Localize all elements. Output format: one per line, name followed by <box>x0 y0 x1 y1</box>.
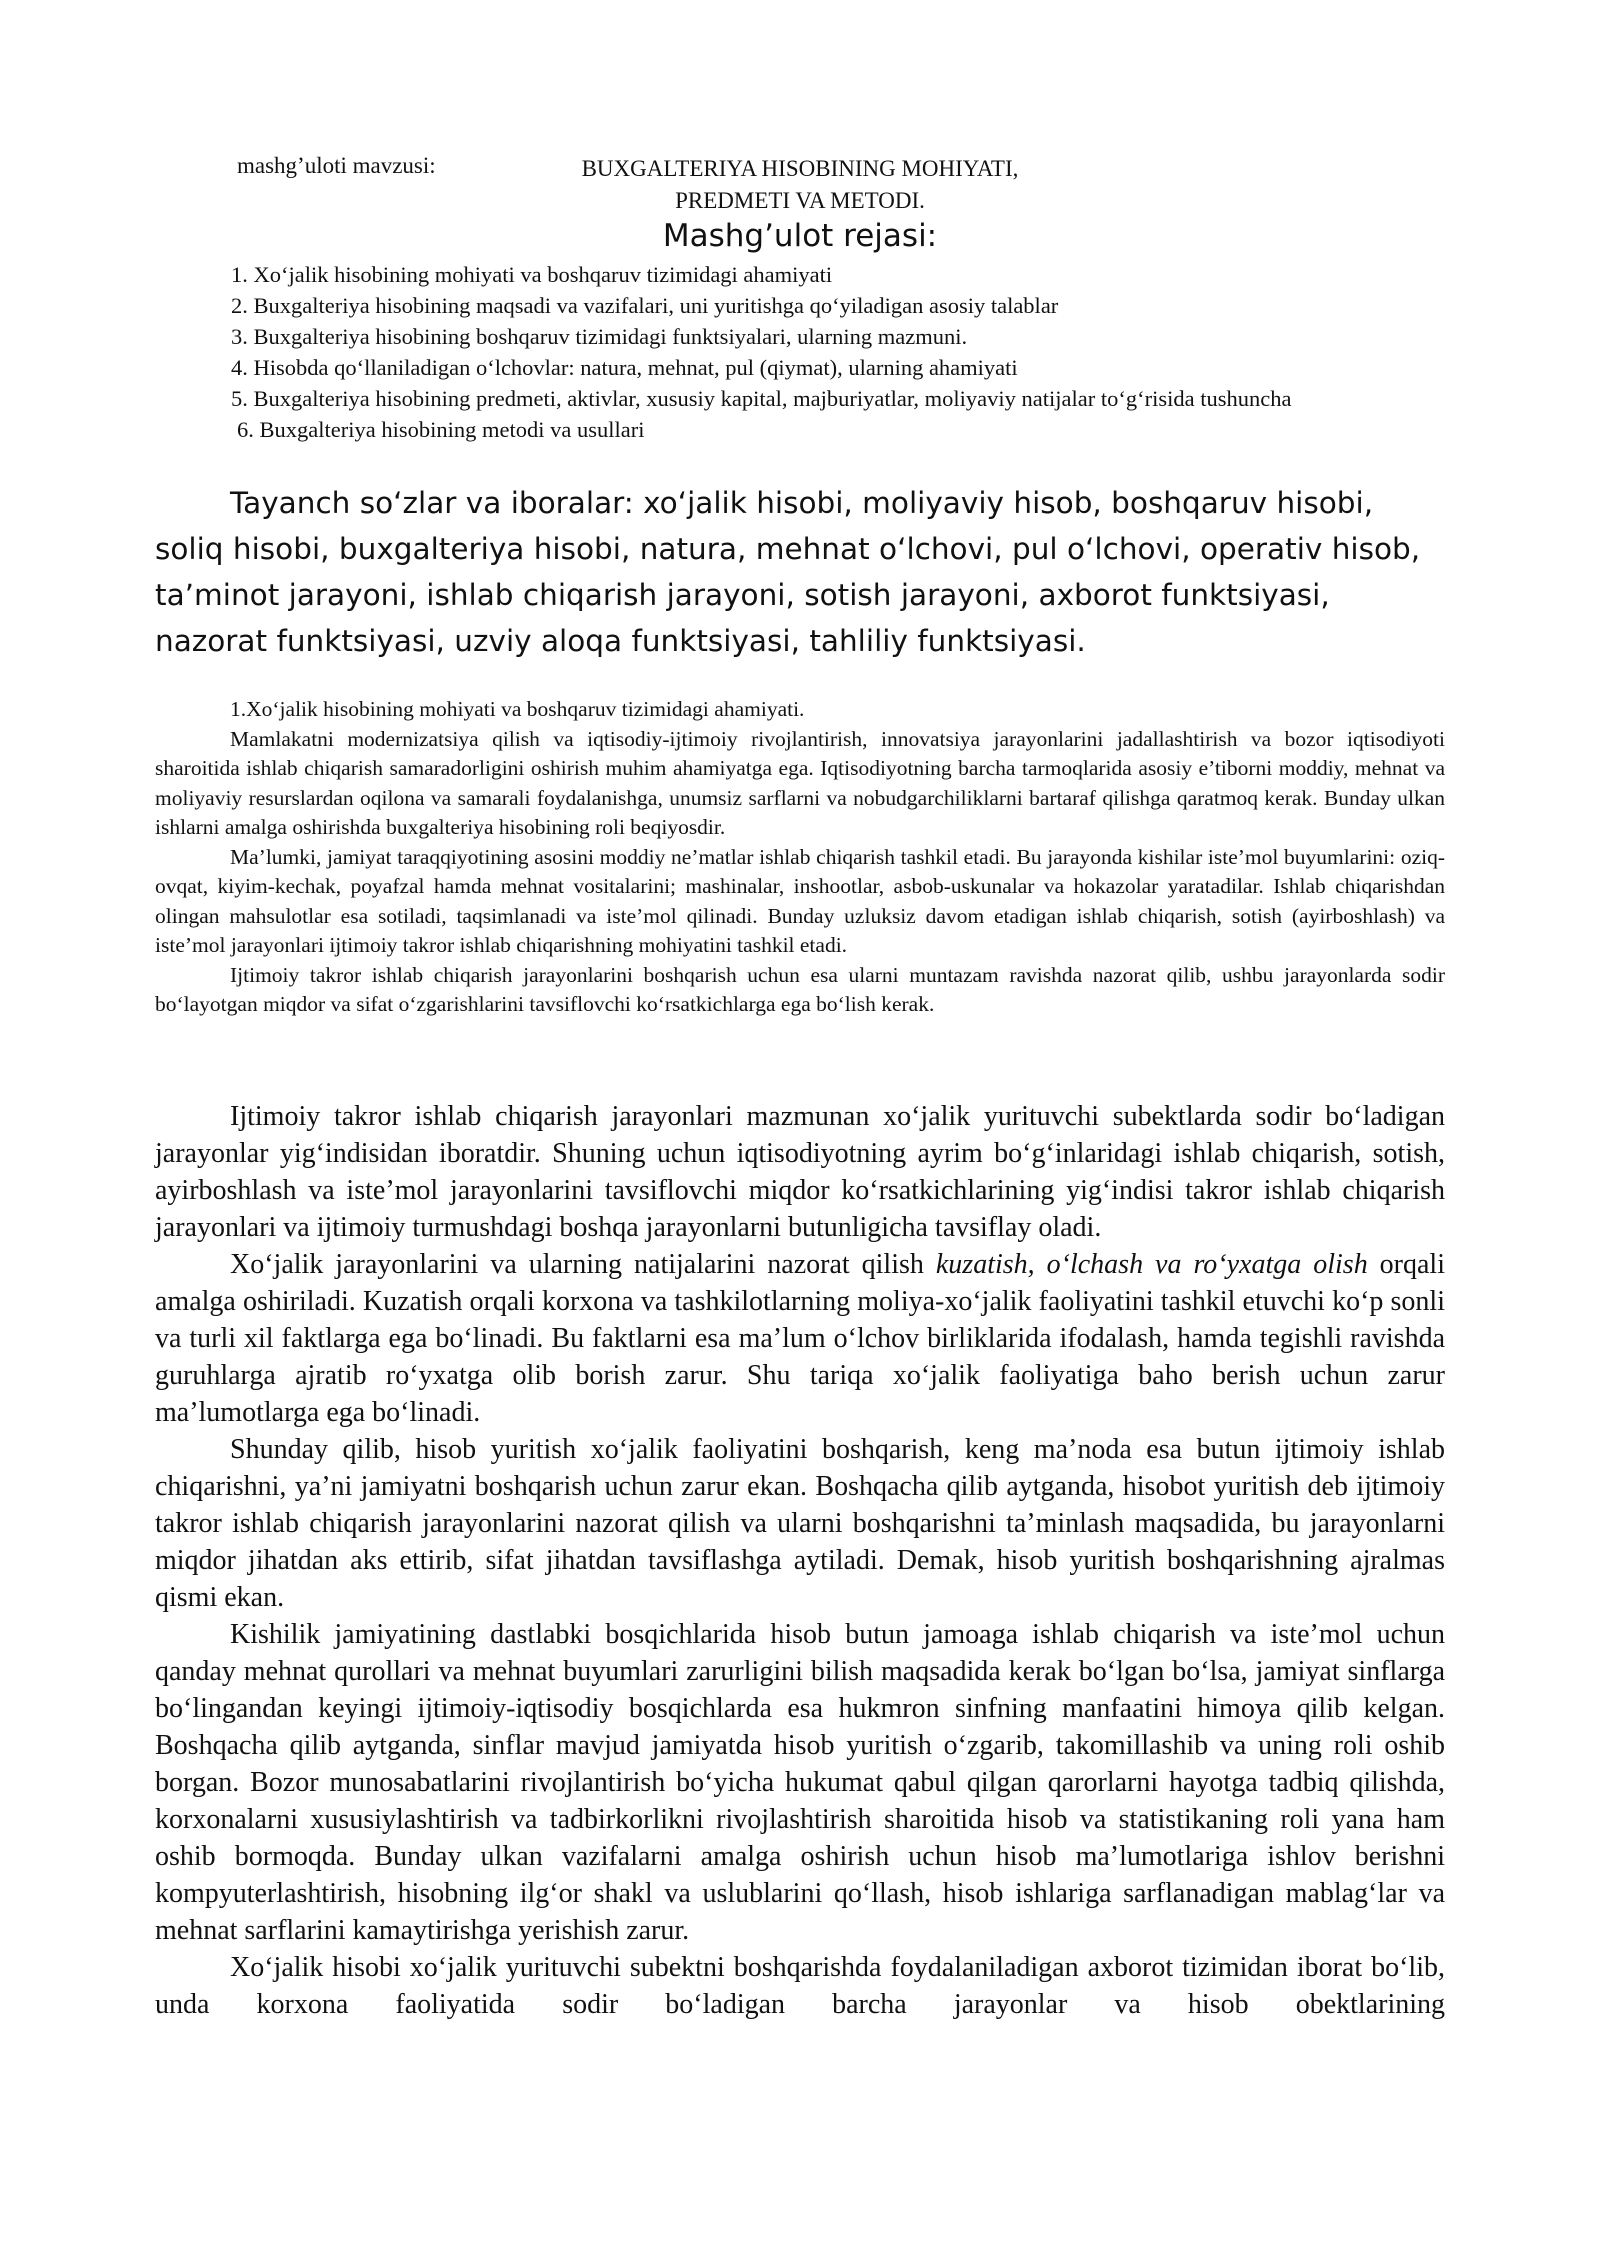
plan-item-5: 5. Buxgalteriya hisobining predmeti, aktivlar, xususiy kapital, majburiyatlar, moliyaviy natijalar to‘g‘risida tushuncha <box>231 386 1292 411</box>
plan-item-3: 3. Buxgalteriya hisobining boshqaruv tizimidagi funktsiyalari, ularning mazmuni. <box>231 324 968 349</box>
plan-item-1: 1. Xo‘jalik hisobining mohiyati va boshqaruv tizimidagi ahamiyati <box>231 262 833 287</box>
topic-label: mashg’uloti mavzusi: <box>237 153 436 178</box>
body-paragraph-2: Ma’lumki, jamiyat taraqqiyotining asosini moddiy ne’matlar ishlab chiqarish tashkil etadi. Bu jarayonda kishilar iste’mol buyumlarini: oziq-ovqat, kiyim-kechak, poyafzal hamda mehnat vositalarini; mashinalar, inshootlar, asbob-uskunalar va hokazolar yaratadilar. Ishlab chiqarishdan olingan mahsulotlar esa sotiladi, taqsimlanadi va iste’mol qilinadi. Bunday uzluksiz davom etadigan ishlab chiqarish, sotish (ayirboshlash) va iste’mol jarayonlari ijtimoiy takror ishlab chiqarishning mohiyatini tashkil etadi. <box>155 844 1445 957</box>
plan-list <box>155 259 1445 445</box>
plan-title: Mashg’ulot rejasi: <box>662 218 938 254</box>
section-heading: 1.Xo‘jalik hisobining mohiyati va boshqaruv tizimidagi ahamiyati. <box>230 697 805 721</box>
body-paragraph-1: Mamlakatni modernizatsiya qilish va iqtisodiy-ijtimoiy rivojlantirish, innovatsiya jarayonlarini jadallashtirish va bozor iqtisodiyoti sharoitida ishlab chiqarish samaradorligini oshirish muhim ahamiyatga ega. Iqtisodiyotning barcha tarmoqlarida asosiy e’tiborni moddiy, mehnat va moliyaviy resurslardan oqilona va samarali foydalanishga, unumsiz sarflarni va nobudgarchiliklarni bartaraf qilishga qaratmoq kerak. Bunday ulkan ishlarni amalga oshirishda buxgalteriya hisobining roli beqiyosdir. <box>155 726 1445 839</box>
document-title <box>520 153 1080 217</box>
section-1-body <box>155 1098 1445 2023</box>
p5-italic-phrase: kuzatish, o‘lchash va ro‘yxatga olish <box>935 1249 1368 1280</box>
title-line-2: PREDMETI VA METODI. <box>675 188 925 213</box>
body-paragraph-4: Ijtimoiy takror ishlab chiqarish jarayonlari mazmunan xo‘jalik yurituvchi subektlarda sodir bo‘ladigan jarayonlar yig‘indisidan iboratdir. Shuning uchun iqtisodiyotning ayrim bo‘g‘inlaridagi ishlab chiqarish, sotish, ayirboshlash va iste’mol jarayonlarini tavsiflovchi miqdor ko‘rsatkichlarining yig‘indisi takror ishlab chiqarish jarayonlari va ijtimoiy turmushdagi boshqa jarayonlarni butunligicha tavsiflay oladi. <box>155 1101 1445 1243</box>
plan-item-4: 4. Hisobda qo‘llaniladigan o‘lchovlar: natura, mehnat, pul (qiymat), ularning ahamiyati <box>231 355 1018 380</box>
title-line-1: BUXGALTERIYA HISOBINING MOHIYATI, <box>581 156 1019 181</box>
body-paragraph-5 <box>155 1246 1445 1431</box>
p5-text-before: Xo‘jalik jarayonlarini va ularning natijalarini nazorat qilish <box>230 1249 936 1280</box>
keywords-paragraph: Tayanch so‘zlar va iboralar: xo‘jalik hisobi, moliyaviy hisob, boshqaruv hisobi, soliq hisobi, buxgalteriya hisobi, natura, mehnat o‘lchovi, pul o‘lchovi, operativ hisob, ta’minot jarayoni, ishlab chiqarish jarayoni, sotish jarayoni, axborot funktsiyasi, nazorat funktsiyasi, uzviy aloqa funktsiyasi, tahliliy funktsiyasi. <box>155 486 1421 658</box>
plan-item-2: 2. Buxgalteriya hisobining maqsadi va vazifalari, uni yuritishga qo‘yiladigan asosiy talablar <box>231 293 1059 318</box>
body-paragraph-3: Ijtimoiy takror ishlab chiqarish jarayonlarini boshqarish uchun esa ularni muntazam ravishda nazorat qilib, ushbu jarayonlarda sodir bo‘layotgan miqdor va sifat o‘zgarishlarini tavsiflovchi ko‘rsatkichlarga ega bo‘lish kerak. <box>155 962 1445 1016</box>
body-paragraph-6: Shunday qilib, hisob yuritish xo‘jalik faoliyatini boshqarish, keng ma’noda esa butun ijtimoiy ishlab chiqarishni, ya’ni jamiyatni boshqarish uchun zarur ekan. Boshqacha qilib aytganda, hisobot yuritish deb ijtimoiy takror ishlab chiqarish jarayonlarini nazorat qilish va ularni boshqarishni ta’minlash maqsadida, bu jarayonlarni miqdor jihatdan aks ettirib, sifat jihatdan tavsiflashga aytiladi. Demak, hisob yuritish boshqarishning ajralmas qismi ekan. <box>155 1434 1445 1613</box>
body-paragraph-8: Xo‘jalik hisobi xo‘jalik yurituvchi subektni boshqarishda foydalaniladigan axborot tizimidan iborat bo‘lib, unda korxona faoliyatida sodir bo‘ladigan barcha jarayonlar va hisob obektlarining <box>155 1952 1445 2020</box>
body-paragraph-7: Kishilik jamiyatining dastlabki bosqichlarida hisob butun jamoaga ishlab chiqarish va iste’mol uchun qanday mehnat qurollari va mehnat buyumlari zarurligini bilish maqsadida kerak bo‘lgan bo‘lsa, jamiyat sinflarga bo‘lingandan keyingi ijtimoiy-iqtisodiy bosqichlarda esa hukmron sinfning manfaatini himoya qilib kelgan. Boshqacha qilib aytganda, sinflar mavjud jamiyatda hisob yuritish o‘zgarib, takomillashib va uning roli oshib borgan. Bozor munosabatlarini rivojlantirish bo‘yicha hukumat qabul qilgan qarorlarni hayotga tadbiq qilishda, korxonalarni xususiylashtirish va tadbirkorlikni rivojlashtirish sharoitida hisob va statistikaning roli yana ham oshib bormoqda. Bunday ulkan vazifalarni amalga oshirish uchun hisob ma’lumotlariga ishlov berishni kompyuterlashtirish, hisobning ilg‘or shakl va uslublarini qo‘llash, hisob ishlariga sarflanadigan mablag‘lar va mehnat sarflarini kamaytirishga yerishish zarur. <box>155 1619 1445 1946</box>
section-1-intro <box>155 695 1445 1020</box>
plan-item-6: 6. Buxgalteriya hisobining metodi va usullari <box>237 417 645 442</box>
p5-text-after: orqali amalga oshiriladi. Kuzatish orqali korxona va tashkilotlarning moliya-xo‘jalik faoliyatini tashkil etuvchi ko‘p sonli va turli xil faktlarga ega bo‘linadi. Bu faktlarni esa ma’lum o‘lchov birliklarida ifodalash, hamda tegishli ravishda guruhlarga ajratib ro‘yxatga olib borish zarur. Shu tariqa xo‘jalik faoliyatiga baho berish uchun zarur ma’lumotlarga ega bo‘linadi. <box>155 1249 1445 1428</box>
